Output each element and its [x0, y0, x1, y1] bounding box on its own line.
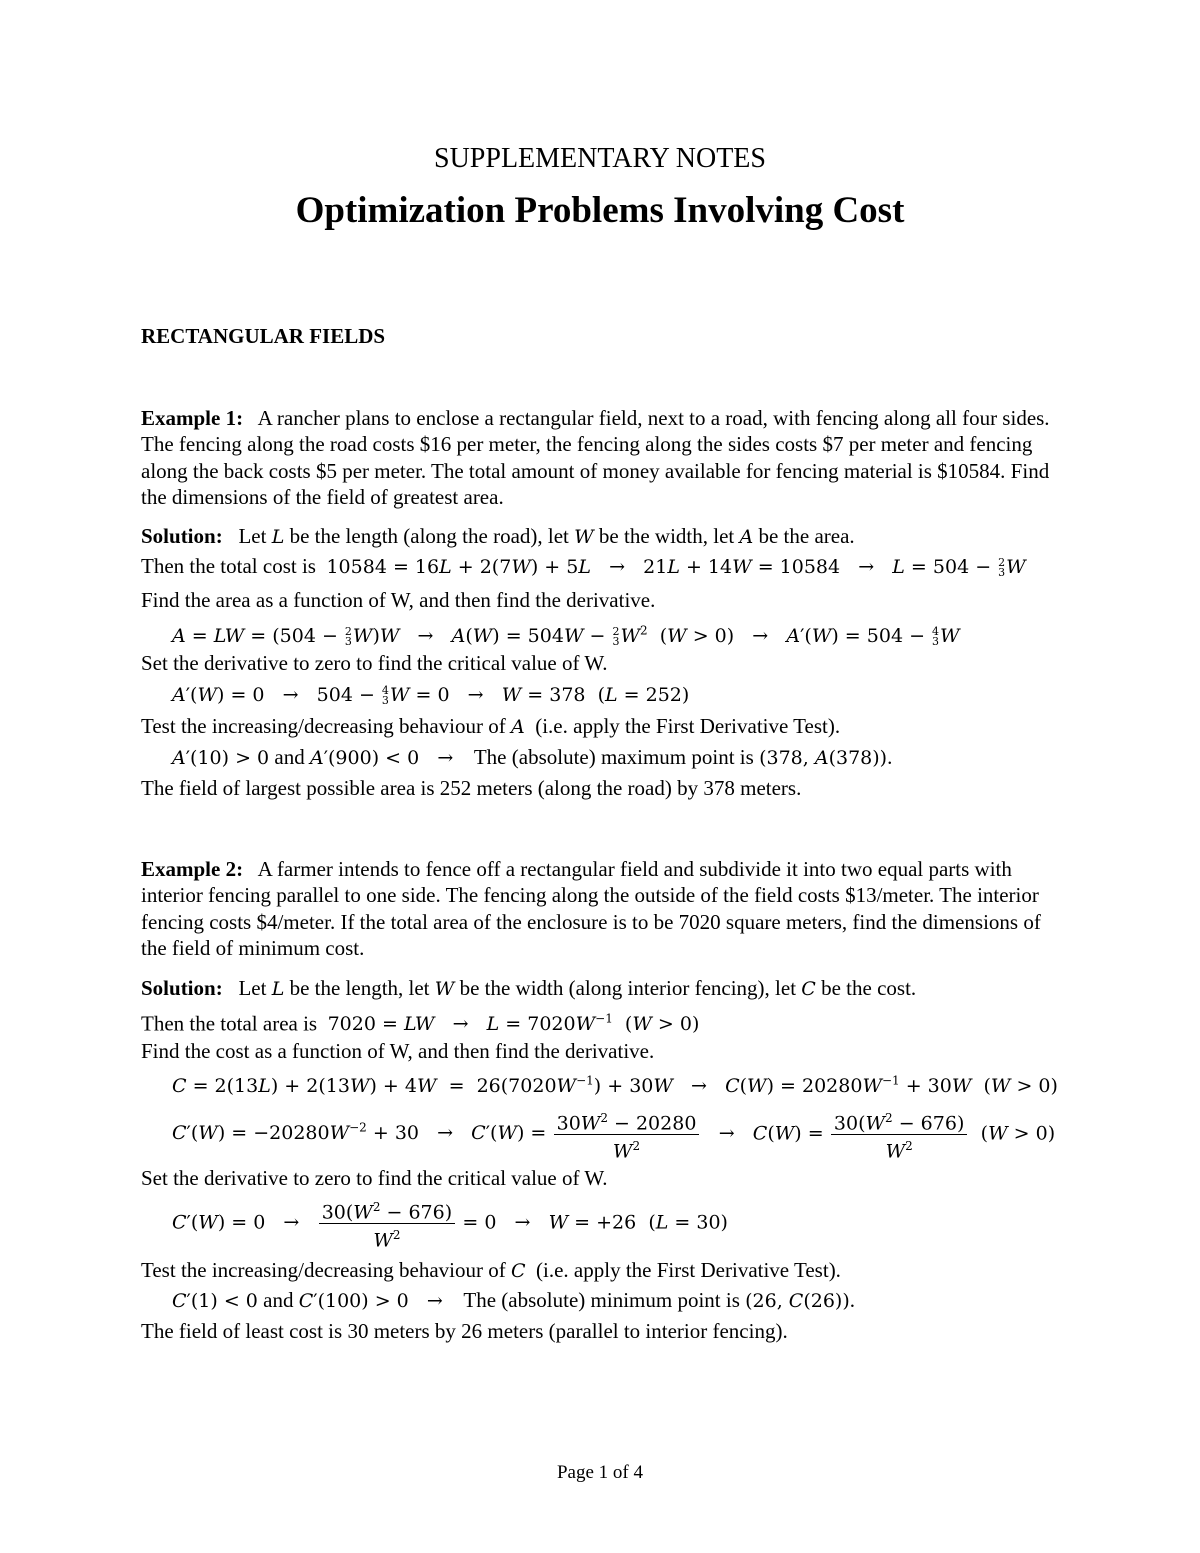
example2-area-equation: 7020 = LW → $L = 7020W^{-1}$ (W > 0) [327, 1012, 700, 1036]
page-title: Optimization Problems Involving Cost [295, 190, 905, 231]
example2-test-lead: Test the increasing/decreasing behaviour of C (i.e. apply the First Derivative Test). [141, 1258, 841, 1282]
example1-conclusion: The field of largest possible area is 252 meters (along the road) by 378 meters. [141, 776, 802, 800]
example2-derivative-equation: $C'(W) = -20280W^{-2} + 30 \to C'(W)$ = $\frac{30W^2 - 20280}{W^2}$ → C(W) = $\frac{30(W^2 - 676)}{W^2}$ (W > 0) [172, 1104, 1055, 1162]
example1-solution-intro [141, 523, 855, 550]
example2-set-lead: Set the derivative to zero to find the critical value of W. [141, 1166, 608, 1190]
example1-test-lead: Test the increasing/decreasing behaviour of A (i.e. apply the First Derivative Test). [141, 714, 841, 738]
example2-test-equation: C′(1) < 0 and C′(100) > 0 → The (absolute) minimum point is (26, C(26)). [172, 1288, 856, 1312]
example1-cost-equation: 10584 = 16L + 2(7W) + 5L → 21L + 14W = 10584 → L = 504 − 2 3 W [326, 556, 1026, 579]
example2-label: Example 2: [141, 857, 244, 881]
example1-test-equation: A′(10) > 0 and A′(900) < 0 → The (absolute) maximum point is (378, A(378)). [172, 745, 893, 769]
example2-problem [141, 856, 1066, 961]
example2-solution-text: Let L be the length, let W be the width (along interior fencing), let C be the cost. [238, 976, 917, 1000]
page-number: Page 1 of 4 [556, 1462, 643, 1483]
example1-area-lead: Find the area as a function of W, and then find the derivative. [141, 588, 656, 612]
example1-cost-lead: Then the total cost is [141, 554, 316, 578]
example2-solution-intro [141, 975, 916, 1002]
example2-solution-label: Solution: [141, 976, 223, 1000]
example2-area-lead: Then the total area is [141, 1011, 318, 1036]
section-heading: RECTANGULAR FIELDS [141, 324, 386, 348]
example1-set-lead: Set the derivative to zero to find the critical value of W. [141, 651, 608, 675]
fraction-3: $\frac{30(W^2 - 676)}{W^2}$ [319, 1196, 455, 1252]
fraction-2: $\frac{30(W^2 - 676)}{W^2}$ [831, 1107, 967, 1163]
example1-solution-text: Let L be the length (along the road), let W be the width, let A be the area. [238, 524, 855, 548]
example2-cost-equation: $C = 2(13L) + 2(13W) + 4W = 26(7020W^{-1}) + 30W \to C(W) = 20280W^{-1} + 30W$ (W > 0) [172, 1074, 1058, 1098]
example1-label: Example 1: [141, 406, 244, 430]
example1-problem-text: A rancher plans to enclose a rectangular field, next to a road, with fencing along all four sides. The fencing along the road costs $16 per meter, the fencing along the sides costs $7 per meter and fencing along the back costs $5 per meter. The total amount of money available for fencing material is $10584. Find the dimensions of the field of greatest area. [141, 406, 1050, 509]
example1-problem [141, 405, 1066, 510]
example2-conclusion: The field of least cost is 30 meters by 26 meters (parallel to interior fencing). [141, 1319, 788, 1343]
supertitle: SUPPLEMENTARY NOTES [434, 143, 766, 174]
example2-set-equation: C′(W) = 0 → $\frac{30(W^2 - 676)}{W^2}$ = 0 → W = +26 (L = 30) [172, 1196, 728, 1252]
example2-area-line [141, 1006, 699, 1037]
fraction-1: $\frac{30W^2 - 20280}{W^2}$ [554, 1107, 700, 1163]
example1-cost-line [141, 553, 1026, 580]
example1-solution-label: Solution: [141, 524, 223, 548]
example1-area-equation: A = LW = (504 − 2 3 W)W → A(W) = 504W − 2 3 $W^2$ (W > 0) → A′(W) = 504 − 4 3 W [172, 624, 960, 649]
example2-problem-text: A farmer intends to fence off a rectangular field and subdivide it into two equal parts with interior fencing parallel to one side. The fencing along the outside of the field costs $13/meter. The interior fencing costs $4/meter. If the total area of the enclosure is to be 7020 square meters, find the dimensions of the field of minimum cost. [141, 857, 1041, 960]
example2-cost-lead: Find the cost as a function of W, and then find the derivative. [141, 1039, 655, 1063]
example1-set-equation: A′(W) = 0 → 504 − 4 3 W = 0 → W = 378 (L = 252) [172, 684, 690, 707]
